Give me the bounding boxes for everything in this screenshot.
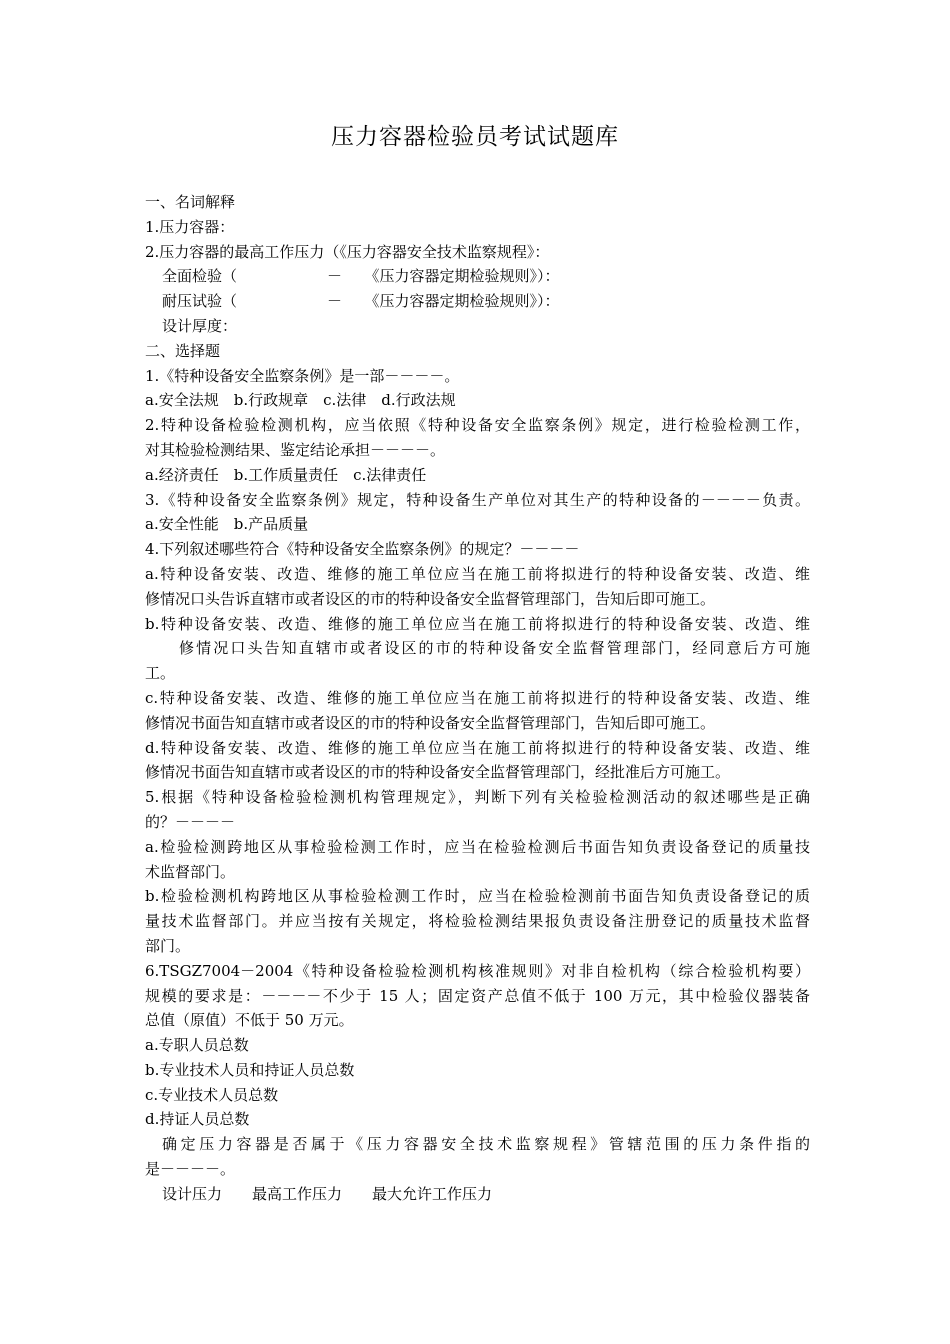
text-line: c.特种设备安装、改造、维修的施工单位应当在施工前将拟进行的特种设备安装、改造、维 (145, 688, 810, 707)
text-line: 的？－－－－ (145, 812, 236, 831)
text-line: 修情况书面告知直辖市或者设区的市的特种设备安全监督管理部门，告知后即可施工。 (145, 713, 716, 732)
text-line: a.特种设备安装、改造、维修的施工单位应当在施工前将拟进行的特种设备安装、改造、维 (145, 564, 810, 583)
text-line: 设计压力 最高工作压力 最大允许工作压力 (162, 1184, 493, 1203)
text-line: d.特种设备安装、改造、维修的施工单位应当在施工前将拟进行的特种设备安装、改造、维 (145, 738, 810, 757)
text-line: 是－－－－。 (145, 1160, 236, 1179)
text-line: 1.《特种设备安全监察条例》是一部－－－－。 (145, 366, 460, 385)
text-line: 修情况口头告诉直辖市或者设区的市的特种设备安全监督管理部门，告知后即可施工。 (145, 589, 716, 608)
text-line: 二、选择题 (145, 341, 221, 360)
text-line: 工。 (145, 664, 176, 683)
document-body (145, 190, 810, 1207)
text-line: 耐压试验（ － 《压力容器定期检验规则》）： (162, 292, 560, 311)
text-line: 2.压力容器的最高工作压力（《压力容器安全技术监察规程》： (145, 242, 550, 261)
text-line: d.持证人员总数 (145, 1110, 250, 1129)
text-line: 术监督部门。 (145, 862, 236, 881)
text-line: 5.根据《特种设备检验检测机构管理规定》，判断下列有关检验检测活动的叙述哪些是正确 (145, 788, 810, 807)
text-line: 全面检验（ － 《压力容器定期检验规则》）： (162, 267, 560, 286)
text-line: 4.下列叙述哪些符合《特种设备安全监察条例》的规定？－－－－ (145, 540, 580, 559)
text-line: 部门。 (145, 936, 191, 955)
text-line: a.检验检测跨地区从事检验检测工作时，应当在检验检测后书面告知负责设备登记的质量技 (145, 837, 810, 856)
text-line: 对其检验检测结果、鉴定结论承担－－－－。 (145, 440, 446, 459)
text-line: c.专业技术人员总数 (145, 1085, 279, 1104)
text-line: a.经济责任 b.工作质量责任 c.法律责任 (145, 465, 427, 484)
text-line: 设计厚度： (162, 316, 238, 335)
text-line: 6.TSGZ7004－2004《特种设备检验检测机构核准规则》对非自检机构（综合检验机构要） (145, 961, 810, 980)
document-title: 压力容器检验员考试试题库 (331, 124, 619, 150)
text-line: a.安全性能 b.产品质量 (145, 515, 309, 534)
text-line: 修情况口头告知直辖市或者设区的市的特种设备安全监督管理部门，经同意后方可施 (179, 639, 810, 658)
text-line: 确定压力容器是否属于《压力容器安全技术监察规程》管辖范围的压力条件指的 (162, 1135, 810, 1154)
text-line: a.专职人员总数 (145, 1036, 249, 1055)
text-line: 1.压力容器： (145, 217, 235, 236)
text-line: 3.《特种设备安全监察条例》规定，特种设备生产单位对其生产的特种设备的－－－－负责。 (145, 490, 810, 509)
text-line: b.专业技术人员和持证人员总数 (145, 1060, 355, 1079)
text-line: 规模的要求是：－－－－不少于 15 人；固定资产总值不低于 100 万元，其中检验仪器装备 (145, 986, 810, 1005)
text-line: a.安全法规 b.行政规章 c.法律 d.行政法规 (145, 391, 456, 410)
text-line: 量技术监督部门。并应当按有关规定，将检验检测结果报负责设备注册登记的质量技术监督 (145, 912, 810, 931)
text-line: b.检验检测机构跨地区从事检验检测工作时，应当在检验检测前书面告知负责设备登记的质 (145, 887, 810, 906)
text-line: 修情况书面告知直辖市或者设区的市的特种设备安全监督管理部门，经批准后方可施工。 (145, 763, 731, 782)
text-line: 一、名词解释 (145, 193, 236, 211)
text-line: 总值（原值）不低于 50 万元。 (145, 1011, 354, 1030)
text-line: b.特种设备安装、改造、维修的施工单位应当在施工前将拟进行的特种设备安装、改造、维 (145, 614, 810, 633)
text-line: 2.特种设备检验检测机构，应当依照《特种设备安全监察条例》规定，进行检验检测工作， (145, 416, 810, 435)
